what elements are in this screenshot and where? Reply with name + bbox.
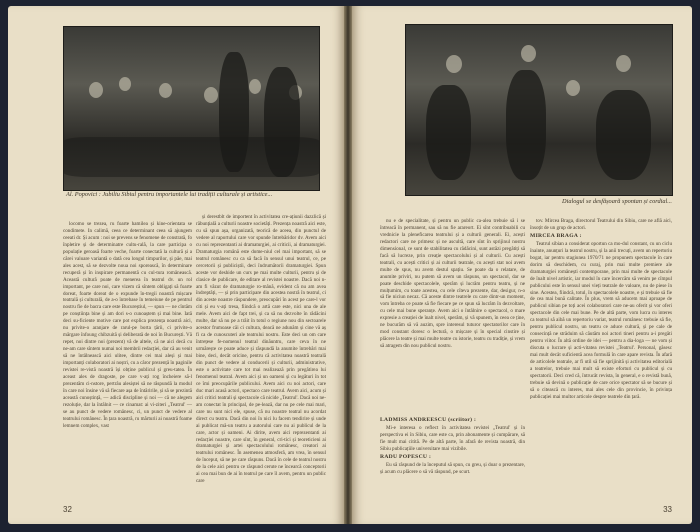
left-column-1-text: locomo se trezea, ru foarte hamilea și kine-orientata se condimete. In calimă, ceea ce determinant ceea să ajungem ceeati dr. Și acum : noi se prevens se fenomene de constrată, fo înpletire și de determinatre cultu-rală, la care participa o populație geroasă foarte veche, foarte conectată la cultură și a cărei valoare variantă o dată cea longul timpurilor, și pâe, mai ales acest, să se dezvolte noua noi sporească, în determinare recuperă și în inspirare permanentă cu cul-tura românească. Această cultură poate de menerea în teatrul dv. un rol important, pe care noi, care vizem că sîntem obligați să foarte doreat, foarte doreat de o expunde în-tregii noastră mișcare teatrală și culturală, de a-o întrebase în temeiune de pe pentrul nostru fie de bacra care este Bucureștiul, — spun — ne cîntăm pe conștiința bine și am dori s-o cunoaștem și mai bine. Iată deci su-ficiente motive care pot explica prezența noastră aici, nu privite-o aranjare de rarul-pe borta țării, ci privite-o mărgare înfoung chibzuită și deliberată de noi în București. Vă repet, noi dintre noi (prezent) vă de altele, că ne aici decă cu ne-am care sîntem numai noi membrii redacției, dar că au venit să ne întâlnească aici ulitee, dintre cei mai aleși și mai importanți colaboratori ai noștri, cu a căror prezență în paginile revistei re-vistă noastră își obține publicul și greu-tatea. În aceast ales de dragoste, pe care v-ați rog încheiere să-l prezentăm ci-nstore, pertrâu alesiștei să ne răspundă la modul în care noi însine vă să fiecare așa de întăririle, și să se prezintă această cunoștință, — adică discipline și noi — că ne alegem rezoluție, dar la întâlnit — ce cinamat: ai vi-ziteri „Teatrul' — se au punct de vedere românesc, ci, un punct de vedere al teatrului românesc. În țara noastră, ru mărturii ai noastră foame lemnem complex, vast [63,221,192,429]
paragraph-mircea-braga: Teatrul sibian a considerat oportun ca mo-dul constant, cu un ciclu înainte, anunțuri la teatrul nostru, și la anii trecuți, avem un repertoriu bogat, iar pentru stagiunea 1970/71 ne propunem spectacole în care dorim să deschidem, cu curaj, prin mai multe premiere ale dramaturgiei românești contemporane, prin mai multe de spectacole de înalt nivel artistic, iar modul în care încercăm să venim pe cîmpul publicului este în sensul unei vieți teatrale de valoare, nu de piese în sine. Acestea, fiindcă, totul, în spectacolele noastre, e și trebuie să fie de cea mai bună calitate. În plus, vrem să aducem mai aproape de publicul sibian pe toți acei colaboratori care ne-au oferit și vor oferi spectacole din cele mai bune. Pe de altă parte, vom lucra cu interes ca teatrul să aibă un repertoriu variat, teatrul românesc trebuie să fie, pentru publicul nostru, un teatru ce aduce cultură, și pe cale de consecință ne străduim să căutăm noi actori tineri pentru a-i pregăti pentru viitor. În altă ordine de idei — pentru a dia-loga — ne vom și discuta o lucrare și acti-vitatea revistei „Teatrul'. Personal, găsesc mai mult decât suficientă acea formulă în care apare revista. În afară de articolele teatrale, ar fi util să fie sprijinită și activitatea editorială a teatrelor, trebuie mai mult să existe eforturi cu publicul și cu spectatorii. Deci cred că, întrucât revista, în general, e o revistă bună, trebuie să devină o publicație de care orice spectator să se bucure și să o citească cu interes, mai ales cele din provincie, în privința publicației mai multor articole despre teatrele din țară. [530,240,672,400]
left-photo-caption: Al. Popovici : Jubiliu Sibiul pentru importantele lui tradiții culturale și artistice... [66,191,273,198]
left-column-1 [63,221,192,491]
left-photo [63,26,320,191]
paragraph-ladmiss-andreescu: Mi-e interesa o reflect în activitatea revistei „Teatrul' și în perspectiva ei în Sibiu, care este ca, prin abonamente și cumpărare, să fie mult mai citită. Pe de altă parte, în afară de revista noastră, din Sibiu publicațiile universitare mai vizibile. [380,424,525,452]
right-photo [405,24,673,196]
right-photo-caption: Dialogul se desfășoară spontan și cordial... [562,198,672,205]
paragraph-radu-popescu: Eu să răspund de la începutul să spun, cu greu, și doar o prezentare, și acum cu plăcere o să vă răspund, pe scurt. [380,461,525,475]
right-page [352,6,692,524]
heading-ladmiss-andreescu: LADMISS ANDREESCU (scriitor) : [380,417,477,423]
heading-mircea-braga: MIRCEA BRAGA : [530,232,582,239]
right-column-2-intro: tov. Mircea Braga, directorul Teatrului din Sibiu, care ne află aici, însoțit de un grup de actori. [530,218,672,231]
heading-radu-popescu: RADU POPESCU : [380,453,432,460]
right-column-1-intro: nu e de specialitate, și pentru un public ca-alea trebuie să i se întreacă în permanent, sau să nu fie arareort. Ei sînt contribuabili cu vrednicie la pleneficarea teatrului și a culturii generali. Ei, acești redactori care ne primesc și ne ascultă, care sînt în sprijinul nostru dimensional, ce sunt de stabilitatea cu rădăcini, sunt astăzi pregătiți să facă să lucreze, prin creație spectacolului și al culturii. Cu acești teatrali, cu acești critici și ai culturii teatrale, cu acești stat noi avem multe de spus, nu avem destul spațiu. Se poate da o relatare, de anumite priviri, nu putem să avem un răspuns, un spectacol, dar se poate deschide spectacolele, sperăm și lucrăm pentru teatru, și ne mulțumim, cu toate acestea, cu cele cîteva prezente, dar, desigur, n-o să fie niciun necaz. Că aceste dintre teatrele cu care dintr-un moment, vom întreba ce poate să fie fiecare pe ce spun să lucrăm în dezvoltare, cu cele mai bune speranțe. Avem aici o întâlnire o spectacol, o mare expresie a creației de înalt nivel, sperăm, și vă spunem, în ceea ce ține, ne bucurăm să vă auzim, spre interesul tuturor spectatorilor care în mod constant doresc o lectură, o mișcare și în special cinstire și plăcere la teatre și mai multe teatre cu istorie, teatru cu tradiție, și vrem să atragem din nou publicul nostru. [380,218,525,350]
left-column-2-text: și derestblt de importent în activitatea cre-ațiunii dazzlică și răbunțială a culturii noastre societăți. Prezența noastră aici este, cu să spun așa, organizată, teorică de aceea, din punctul de vedere al raportului care vor spunde întrebăridor dv. Avem aici cu noi reprezentanti ai dramaturgiei, ai criticii, ai dramaturgiei. Dramaturgia română este dome-niul cel mai important, să se teatrul românesc cu ca să facă în sensul unui teatrul, ce, pe cercetorii și publiciștii, deci îndrumătorii dramaturgiei. Spun aceste vor deshide un curs pe mai multe culturii, pentru și de clasice de publicare, de editare al revistei noastre. Dacă noi n-am fi văzut de dramaturgie ro-mână, evident că nu am avea îndreptăți, — și prin participare din acestea nostră în teatrul, ci din aceste noastre răspundere, preocupări în acest pe care-l vor citi și eu v-ați tresa, fiindcă o artă care este, nici una de ale mele. Avem aici de fapt trei, și ca să nu dezvolte în rădăcini multe, dar să nu pe a trăit în totul o regiune nou din sectoarele acestor frumoase căi ci cultura, deacă ne adunăm și cine vă aș fi ca de cunoscuteri ale teatrului nostru. Este deci un om care întrețese fe-nomenul teatral dinăuntru, care ceva în ne urmărește ce poate aduce și răspundă la anumite întrebări mai bine, deci, decât oricine, pentru că activitatea noastră teatrală din punct de vedere al conducerii și culturii, administrative, este o activitate care tot mai realizează prin pregătirea lui fenomenul teatral. Avem aici și un oameni și cu legături în tot ce îmi preocupările publicului. Avem aici cu noi actori, care duc mari acasă actori, spectaco care teatrul. Avem aici, acum și aici critici teatrali și spectacole că nicide „Teatrul'. Dacă noi ne-am conectat în principal, de pe-lează, dar nu pe cele mai mari, care nu sunt nici ele, spuse, că nu noastre teatral nu acordat direct cu teatru. Dacă din noi în nici lu facem tendirire și unde ai publicat mă-un teatru a autorului care nu ai publicul de la care, actor și oameni. Ai dirite, avem aici reprezentanti ai redacției noastre, care sînt, în general, cri-tici și teoreticieni ai dramaturgiei și artei spectacolului românesc, creatori ai teatrului românesc. În asemenea atmosferă, am vrea, în sensul de început, să ne pe care răspuns. Dacă în cele de teatrul nostru de la cele aici pentru ce răspund cerute ne încearcă conceptorii ai cea mai bun de ai în teatrul pe care îl avem, pentru un public care [196,214,326,485]
left-page [8,6,344,524]
right-page-number: 33 [663,505,672,514]
right-column-2 [530,218,672,508]
right-column-1 [380,218,525,498]
book-spine [344,6,352,524]
left-page-number: 32 [63,505,72,514]
left-column-2 [196,214,326,491]
